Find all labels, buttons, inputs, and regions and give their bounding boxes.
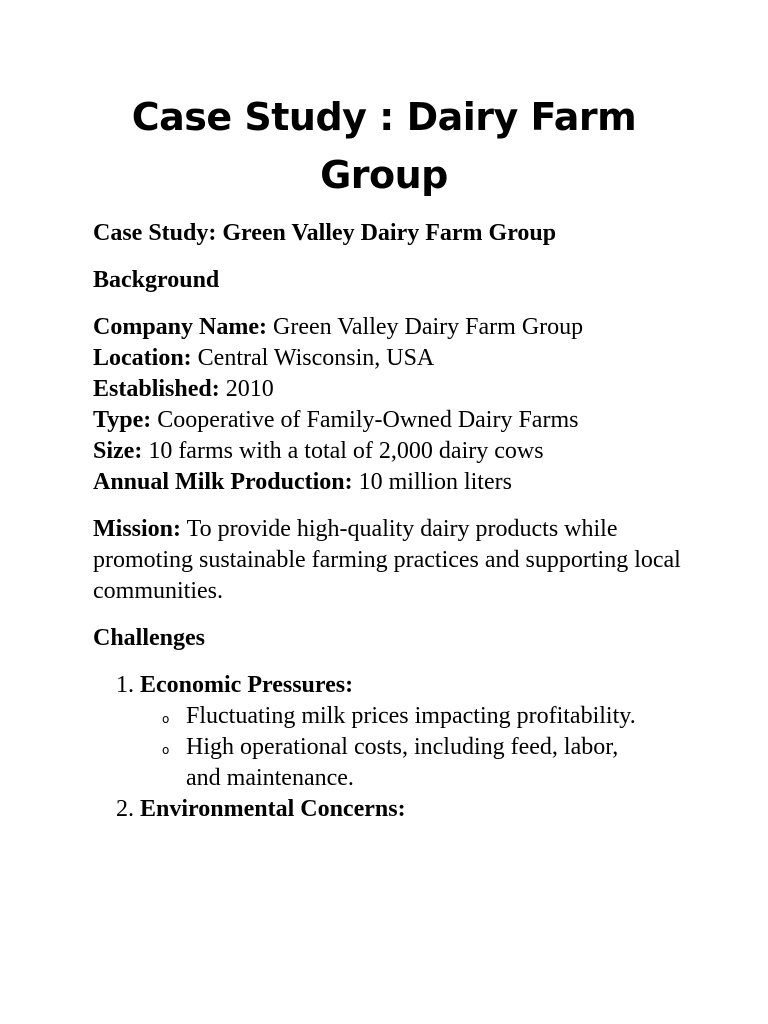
fact-value: Green Valley Dairy Farm Group	[267, 314, 584, 340]
mission-label: Mission:	[93, 516, 182, 542]
challenge-title: Economic Pressures:	[140, 672, 354, 698]
fact-label: Established:	[93, 376, 220, 402]
hollow-circle-bullet-icon: o	[162, 743, 170, 757]
list-number: 2.	[116, 796, 134, 822]
fact-value: Central Wisconsin, USA	[191, 345, 435, 371]
fact-value: 10 million liters	[352, 469, 512, 495]
challenge-point-text: Fluctuating milk prices impacting profitability.	[186, 703, 636, 729]
challenge-title: Environmental Concerns:	[140, 796, 406, 822]
challenge-point	[140, 732, 636, 794]
case-study-subtitle: Case Study: Green Valley Dairy Farm Group	[93, 220, 557, 246]
fact-label: Location:	[93, 345, 192, 371]
fact-annual-milk-production	[93, 467, 683, 498]
challenge-point-text: High operational costs, including feed, labor, and maintenance.	[186, 734, 619, 791]
challenge-points	[140, 701, 683, 794]
challenge-point	[140, 701, 636, 732]
challenge-item-economic	[93, 670, 683, 794]
document-title: Case Study : Dairy Farm Group	[131, 95, 637, 197]
mission-statement	[93, 514, 683, 607]
document-body	[93, 218, 683, 825]
challenges-list	[93, 670, 683, 825]
fact-value: 2010	[219, 376, 274, 402]
challenge-item-environmental	[93, 794, 683, 825]
hollow-circle-bullet-icon: o	[162, 712, 170, 726]
fact-label: Type:	[93, 407, 152, 433]
company-facts	[93, 312, 683, 498]
mission-text: To provide high-quality dairy products while promoting sustainable farming practices and supporting local communities.	[93, 516, 681, 604]
challenges-heading: Challenges	[93, 625, 206, 651]
list-number: 1.	[116, 672, 134, 698]
fact-size	[93, 436, 683, 467]
background-heading: Background	[93, 267, 220, 293]
fact-value: Cooperative of Family-Owned Dairy Farms	[151, 407, 579, 433]
fact-company-name	[93, 312, 633, 343]
fact-type	[93, 405, 683, 436]
fact-label: Company Name:	[93, 314, 267, 340]
fact-label: Size:	[93, 438, 143, 464]
fact-location	[93, 343, 683, 374]
fact-established	[93, 374, 683, 405]
fact-label: Annual Milk Production:	[93, 469, 353, 495]
fact-value: 10 farms with a total of 2,000 dairy cows	[142, 438, 544, 464]
